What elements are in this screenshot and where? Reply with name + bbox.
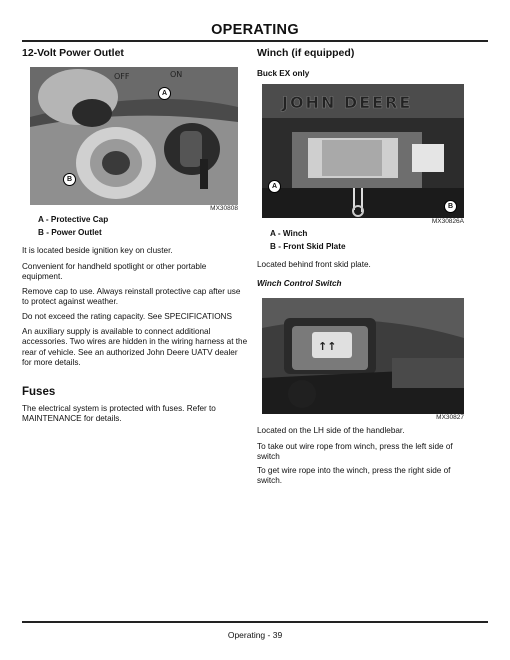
paragraph: Convenient for handheld spotlight or other portable equipment. [22,262,207,282]
legend-item: A - Protective Cap [38,215,109,224]
fuses-text: The electrical system is protected with fuses. Refer to MAINTENANCE for details. [22,404,216,424]
power-outlet-illustration [30,67,238,205]
page-footer: Operating - 39 [227,630,283,640]
winch-switch-illustration [262,298,464,414]
callout-a: A [268,180,281,193]
winch-switch-heading: Winch Control Switch [257,279,342,288]
winch-photo [262,84,464,218]
callout-b: B [444,200,457,213]
callout-b: B [63,173,76,186]
legend-item: B - Power Outlet [38,228,102,237]
power-outlet-heading: 12-Volt Power Outlet [22,47,124,59]
svg-text:↑↑: ↑↑ [318,340,337,353]
winch-subheading: Buck EX only [257,69,310,78]
winch-switch-photo [262,298,464,414]
winch-photo-code: MX30826A [431,218,464,225]
paragraph: To take out wire rope from winch, press the left side of switch [257,442,453,462]
paragraph: It is located beside ignition key on cluster. [22,246,173,255]
winch-location-text: Located behind front skid plate. [257,260,371,269]
paragraph: Do not exceed the rating capacity. See SPECIFICATIONS [22,312,232,321]
power-outlet-photo-code: MX30808 [210,205,238,212]
legend-item: B - Front Skid Plate [270,242,346,251]
paragraph: Remove cap to use. Always reinstall protective cap after use to protect against weather. [22,287,241,307]
switch-photo-code: MX30827 [436,414,464,421]
page-title: OPERATING [211,22,299,38]
footer-rule [22,621,488,623]
svg-text:OFF: OFF [114,72,130,81]
callout-a: A [158,87,171,100]
legend-item: A - Winch [270,229,308,238]
winch-heading: Winch (if equipped) [257,47,355,59]
svg-text:JOHN DEERE: JOHN DEERE [282,93,413,112]
paragraph: Located on the LH side of the handlebar. [257,426,405,435]
paragraph: To get wire rope into the winch, press the right side of switch. [257,466,451,486]
fuses-heading: Fuses [22,386,56,398]
winch-illustration [262,84,464,218]
paragraph: An auxiliary supply is available to connect additional accessories. Two wires are hidden in the wiring harness at the rear of vehicle. See an authorized John Deere UATV dealer for more details. [22,327,248,368]
power-outlet-photo [30,67,238,205]
title-rule [22,40,488,42]
svg-text:ON: ON [170,70,183,79]
